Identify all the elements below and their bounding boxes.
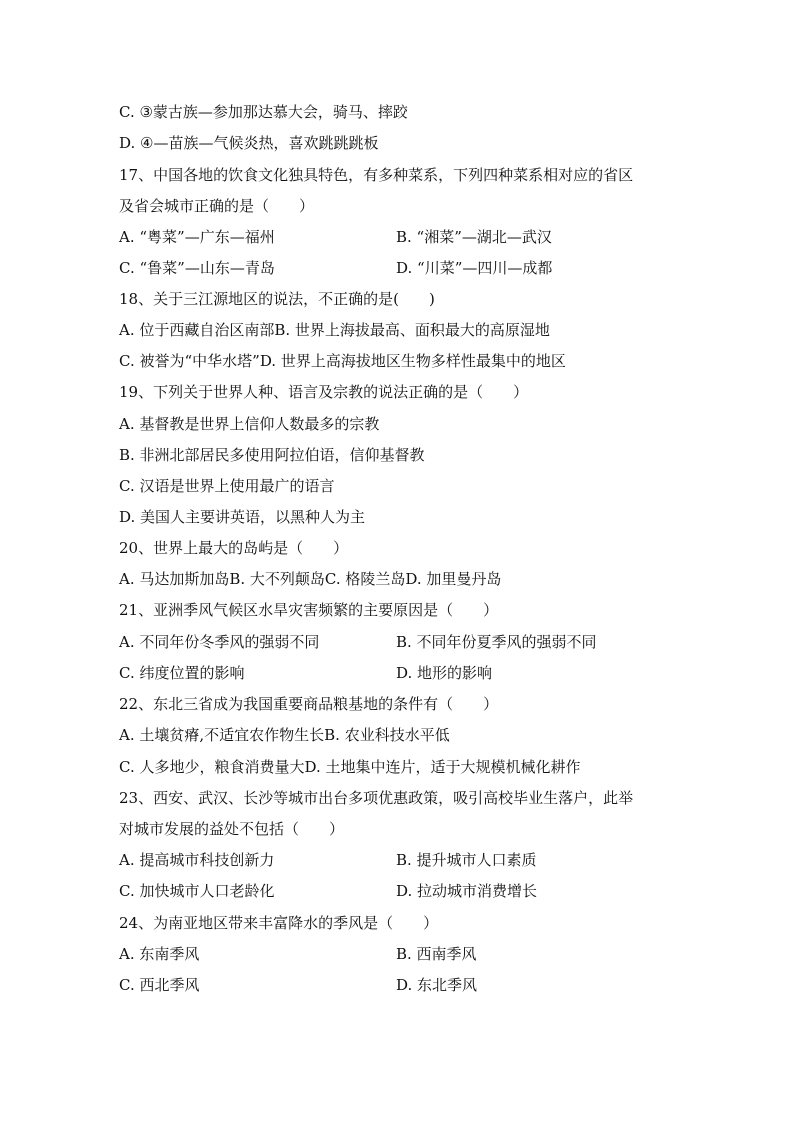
q24-stem: 24、为南亚地区带来丰富降水的季风是（ ） — [119, 914, 439, 932]
q21-option-b: B. 不同年份夏季风的强弱不同 — [396, 633, 597, 651]
q17-option-a: A. “粤菜”—广东—福州 — [119, 228, 275, 246]
q24-option-d: D. 东北季风 — [396, 976, 478, 994]
q16-option-d: D. ④—苗族—气候炎热，喜欢跳跳跳板 — [119, 134, 379, 152]
q16-option-c: C. ③蒙古族—参加那达慕大会，骑马、摔跤 — [119, 103, 408, 121]
q18-options-ab: A. 位于西藏自治区南部B. 世界上海拔最高、面积最大的高原湿地 — [119, 321, 550, 339]
q18-stem: 18、关于三江源地区的说法，不正确的是( ) — [119, 290, 435, 308]
q23-option-c: C. 加快城市人口老龄化 — [119, 882, 275, 900]
q24-option-a: A. 东南季风 — [119, 945, 200, 963]
q20-stem: 20、世界上最大的岛屿是（ ） — [119, 539, 349, 557]
q21-option-c: C. 纬度位置的影响 — [119, 664, 245, 682]
q23-stem-line2: 对城市发展的益处不包括（ ） — [119, 820, 345, 838]
q24-option-c: C. 西北季风 — [119, 976, 200, 994]
q22-stem: 22、东北三省成为我国重要商品粮基地的条件有（ ） — [119, 695, 499, 713]
q22-options-ab: A. 土壤贫瘠,不适宜农作物生长B. 农业科技水平低 — [119, 726, 450, 744]
q21-option-d: D. 地形的影响 — [396, 664, 493, 682]
q18-options-cd: C. 被誉为“中华水塔”D. 世界上高海拔地区生物多样性最集中的地区 — [119, 352, 566, 370]
q17-stem-line2: 及省会城市正确的是（ ） — [119, 197, 315, 215]
q23-option-b: B. 提升城市人口素质 — [396, 851, 537, 869]
q21-stem: 21、亚洲季风气候区水旱灾害频繁的主要原因是（ ） — [119, 601, 499, 619]
q17-stem-line1: 17、中国各地的饮食文化独具特色，有多种菜系，下列四种菜系相对应的省区 — [119, 166, 634, 184]
q19-option-b: B. 非洲北部居民多使用阿拉伯语，信仰基督教 — [119, 446, 425, 464]
q17-option-b: B. “湘菜”—湖北—武汉 — [396, 228, 552, 246]
q17-option-c: C. “鲁菜”—山东—青岛 — [119, 259, 275, 277]
q23-option-a: A. 提高城市科技创新力 — [119, 851, 275, 869]
q22-options-cd: C. 人多地少，粮食消费量大D. 土地集中连片，适于大规模机械化耕作 — [119, 758, 581, 776]
q23-option-d: D. 拉动城市消费增长 — [396, 882, 538, 900]
q19-option-a: A. 基督教是世界上信仰人数最多的宗教 — [119, 415, 380, 433]
q19-option-c: C. 汉语是世界上使用最广的语言 — [119, 477, 335, 495]
q19-option-d: D. 美国人主要讲英语，以黑种人为主 — [119, 508, 366, 526]
q24-option-b: B. 西南季风 — [396, 945, 477, 963]
q17-option-d: D. “川菜”—四川—成都 — [396, 259, 553, 277]
q21-option-a: A. 不同年份冬季风的强弱不同 — [119, 633, 320, 651]
q23-stem-line1: 23、西安、武汉、长沙等城市出台多项优惠政策，吸引高校毕业生落户，此举 — [119, 789, 634, 807]
q20-options: A. 马达加斯加岛B. 大不列颠岛C. 格陵兰岛D. 加里曼丹岛 — [119, 570, 502, 588]
q19-stem: 19、下列关于世界人种、语言及宗教的说法正确的是（ ） — [119, 383, 529, 401]
